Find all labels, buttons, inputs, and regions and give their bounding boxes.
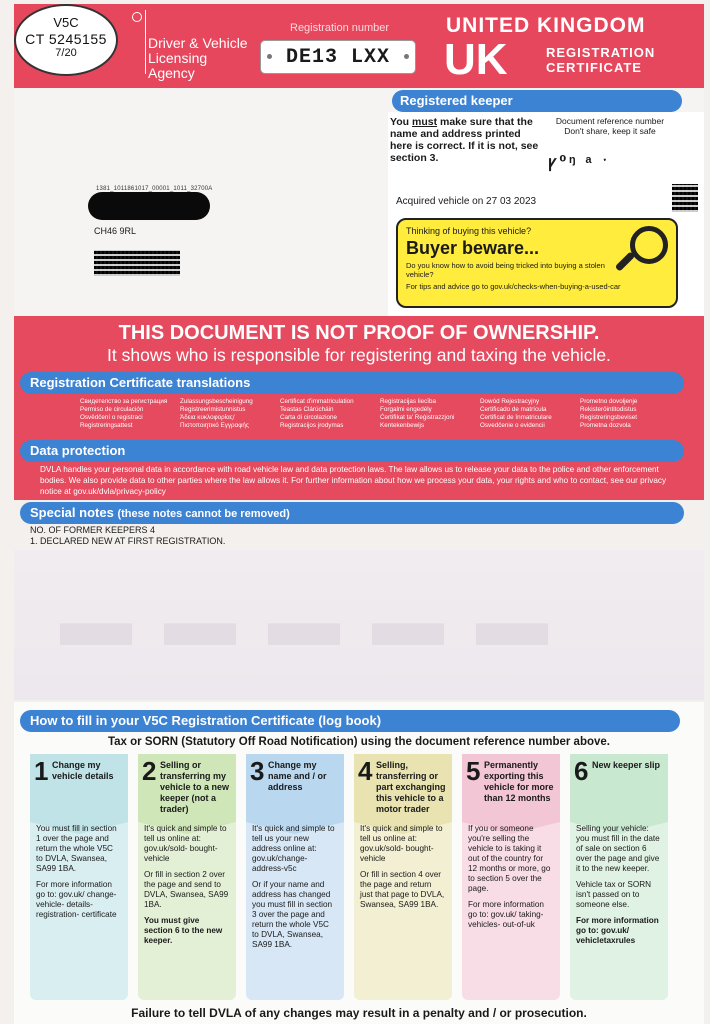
- step-para-3: You must give section 6 to the new keeper.: [144, 916, 223, 945]
- step-body: [570, 820, 668, 956]
- step-number: 3: [250, 756, 265, 786]
- step-header: [30, 754, 128, 822]
- translation-item: Prometna dozvola: [580, 422, 631, 429]
- agency-line-1: Driver & Vehicle: [148, 35, 248, 51]
- step-header: [462, 754, 560, 822]
- uk-logo: UK: [444, 35, 508, 84]
- keeper-must: must: [411, 116, 438, 128]
- translation-item: Kentekenbewijs: [380, 422, 425, 429]
- translation-item: Carta di circolazione: [280, 414, 338, 421]
- step-para-2: Or if your name and address has changed you must fill in section 3 over the page and return the whole V5C to DVLA, Swansea, SA99 1BA.: [252, 880, 333, 949]
- translation-item: Ċertifikat ta' Reġistrazzjoni: [380, 414, 455, 421]
- translation-item: Certificado de matrícula: [480, 406, 547, 413]
- special-note-1: 1. DECLARED NEW AT FIRST REGISTRATION.: [30, 536, 226, 546]
- step-card-4: [354, 754, 452, 1000]
- step-para-2: Or fill in section 4 over the page and return just that page to DVLA, Swansea, SA99 1BA.: [360, 870, 445, 909]
- doc-ref-line-2: Don't share, keep it safe: [564, 126, 656, 136]
- translation-item: Πιστοποιητικό Εγγραφής: [180, 422, 249, 429]
- step-para-3: For more information go to: gov.uk/ vehicletaxrules: [576, 916, 659, 945]
- document-reference-label: [550, 116, 670, 136]
- step-body: [354, 820, 452, 920]
- agency-line-3: Agency: [148, 65, 195, 81]
- step-title: Selling, transferring or part exchanging this vehicle to a motor trader: [376, 760, 446, 814]
- step-header: [570, 754, 668, 822]
- translation-item: Registreringsbeviset: [580, 414, 638, 421]
- step-card-3: [246, 754, 344, 1000]
- translation-item: Permiso de circulación: [80, 406, 144, 413]
- address-barcode-text: 1381_1011861017_00001_1011_32700A: [96, 186, 213, 192]
- translation-item: Prometno dovoljenje: [580, 398, 638, 405]
- step-card-2: [138, 754, 236, 1000]
- certificate-title: [546, 45, 655, 75]
- agency-line-2: Licensing: [148, 50, 208, 66]
- translation-item: Registreerimistunnistus: [180, 406, 246, 413]
- acquired-date: Acquired vehicle on 27 03 2023: [396, 196, 537, 207]
- doc-ref-line-1: Document reference number: [555, 116, 665, 126]
- country-title: UNITED KINGDOM: [446, 14, 646, 37]
- not-proof-heading: THIS DOCUMENT IS NOT PROOF OF OWNERSHIP.: [118, 322, 600, 344]
- registered-keeper-bar: Registered keeper: [392, 90, 682, 112]
- step-title: Permanently exporting this vehicle for more than 12 months: [484, 760, 554, 803]
- special-notes-sub: (these notes cannot be removed): [117, 508, 290, 520]
- keeper-text-pre: You: [390, 116, 412, 128]
- step-title: New keeper slip: [592, 760, 661, 770]
- step-para-2: Vehicle tax or SORN isn't passed on to someone else.: [576, 880, 652, 909]
- special-notes-bar: [20, 502, 684, 524]
- document-reference-value: ꝩ⁰ᵑ ᵃ ˑ: [548, 154, 611, 171]
- buyer-question: Thinking of buying this vehicle?: [406, 226, 532, 236]
- crest-icon: [132, 10, 146, 74]
- step-title: Selling or transferring my vehicle to a new keeper (not a trader): [160, 760, 230, 814]
- redacted-name: [88, 192, 210, 220]
- step-para-2: For more information go to: gov.uk/ change-vehicle- details-registration- certificate: [36, 880, 117, 919]
- buyer-title: Buyer beware...: [406, 238, 540, 258]
- translation-item: Свидетелство за регистрация: [80, 398, 168, 405]
- translation-item: Teastas Clárúcháin: [280, 406, 334, 413]
- qr-code: [672, 184, 698, 212]
- step-header: [138, 754, 236, 822]
- step-header: [246, 754, 344, 822]
- step-card-5: [462, 754, 560, 1000]
- step-body: [30, 820, 128, 930]
- plate-rivet-icon: [404, 54, 409, 59]
- translation-item: Forgalmi engedély: [380, 406, 432, 413]
- penalty-warning: Failure to tell DVLA of any changes may result in a penalty and / or prosecution.: [131, 1006, 587, 1020]
- cert-line-2: CERTIFICATE: [546, 60, 642, 75]
- step-number: 2: [142, 756, 157, 786]
- step-para-1: If you or someone you're selling the vehicle to is taking it out of the country for 12 months or more, go to section 5 over the page.: [468, 824, 551, 893]
- registration-label: Registration number: [290, 22, 390, 34]
- step-body: [462, 820, 560, 940]
- number-plate: [260, 40, 416, 74]
- step-number: 1: [34, 756, 49, 786]
- step-card-1: [30, 754, 128, 1000]
- buyer-link: For tips and advice go to gov.uk/checks-when-buying-a-used-car: [406, 282, 621, 291]
- form-code: V5C: [53, 15, 79, 30]
- step-body: [246, 820, 344, 960]
- magnifier-icon: [630, 226, 668, 264]
- step-para-2: For more information go to: gov.uk/ taking-vehicles- out-of-uk: [468, 900, 544, 929]
- watermark-decoration: ▬ ▬ ▬ ▬ ▬: [60, 581, 555, 661]
- translation-item: Registracijas liecība: [380, 398, 436, 405]
- translation-item: Certificat de înmatriculare: [480, 414, 552, 421]
- translation-item: Certificat d'immatriculation: [280, 398, 354, 405]
- translation-item: Osvedčenie o evidencii: [480, 422, 545, 429]
- translation-item: Registracijos įrodymas: [280, 422, 344, 429]
- agency-name: [148, 36, 248, 81]
- step-para-1: You must fill in section 1 over the page and return the whole V5C to DVLA, Swansea, SA99 1BA.: [36, 824, 117, 873]
- step-header: [354, 754, 452, 822]
- translation-item: Zulassungsbescheinigung: [180, 398, 253, 405]
- step-para-1: It's quick and simple to tell us online at: gov.uk/sold- bought-vehicle: [144, 824, 227, 863]
- step-para-1: It's quick and simple to tell us online at: gov.uk/sold- bought-vehicle: [360, 824, 443, 863]
- step-card-6: [570, 754, 668, 1000]
- former-keepers: NO. OF FORMER KEEPERS 4: [30, 525, 156, 535]
- plate-text: DE13 LXX: [285, 46, 390, 69]
- datamatrix-code: [94, 250, 180, 276]
- step-para-2: Or fill in section 2 over the page and send to DVLA, Swansea, SA99 1BA.: [144, 870, 229, 909]
- translations-bar: Registration Certificate translations: [20, 372, 684, 394]
- tax-sorn-line: Tax or SORN (Statutory Off Road Notification) using the document reference number above.: [107, 736, 610, 748]
- data-protection-text: DVLA handles your personal data in accordance with road vehicle law and data protection laws. The law allows us to release your data to the police and other enforcement bodies. We also provide data to other parties where the law allows it. For further information about how we process your data, your rights and who to contact, see our privacy notice at gov.uk/dvla/privacy-policy: [40, 465, 667, 496]
- howto-bar: How to fill in your V5C Registration Certificate (log book): [20, 710, 680, 732]
- translation-item: Άδεια κυκλοφορίας/: [180, 414, 235, 421]
- step-number: 4: [358, 756, 373, 786]
- form-id-oval: [14, 4, 118, 76]
- step-para-1: Selling your vehicle: you must fill in the date of sale on section 6 over the page and give it to the new keeper.: [576, 824, 660, 873]
- step-title: Change my name and / or address: [268, 760, 327, 792]
- keeper-text-post: make sure that the name and address printed here is correct. If it is not, see section 3.: [390, 116, 539, 164]
- translation-item: Rekisteröintitodistus: [580, 406, 637, 413]
- step-body: [138, 820, 236, 956]
- form-date: 7/20: [55, 47, 77, 60]
- step-number: 6: [574, 756, 589, 786]
- notice-subheading: It shows who is responsible for registering and taxing the vehicle.: [107, 345, 611, 365]
- postcode: CH46 9RL: [94, 226, 137, 236]
- translation-item: Osvědčení o registraci: [80, 414, 143, 421]
- step-title: Change my vehicle details: [52, 760, 114, 781]
- translations-grid: [80, 398, 680, 430]
- serial-number: CT 5245155: [25, 30, 107, 47]
- buyer-text: Do you know how to avoid being tricked into buying a stolen vehicle?: [406, 261, 605, 279]
- translation-item: Dowód Rejestracyjny: [480, 398, 540, 405]
- step-number: 5: [466, 756, 481, 786]
- translation-item: Registreringsattest: [80, 422, 133, 429]
- data-protection-bar: Data protection: [20, 440, 684, 462]
- plate-rivet-icon: [267, 54, 272, 59]
- special-notes-title: Special notes: [30, 505, 114, 520]
- step-para-1: It's quick and simple to tell us your new address online at: gov.uk/change- address-v5c: [252, 824, 335, 873]
- cert-line-1: REGISTRATION: [546, 45, 656, 60]
- keeper-instructions: [390, 116, 540, 164]
